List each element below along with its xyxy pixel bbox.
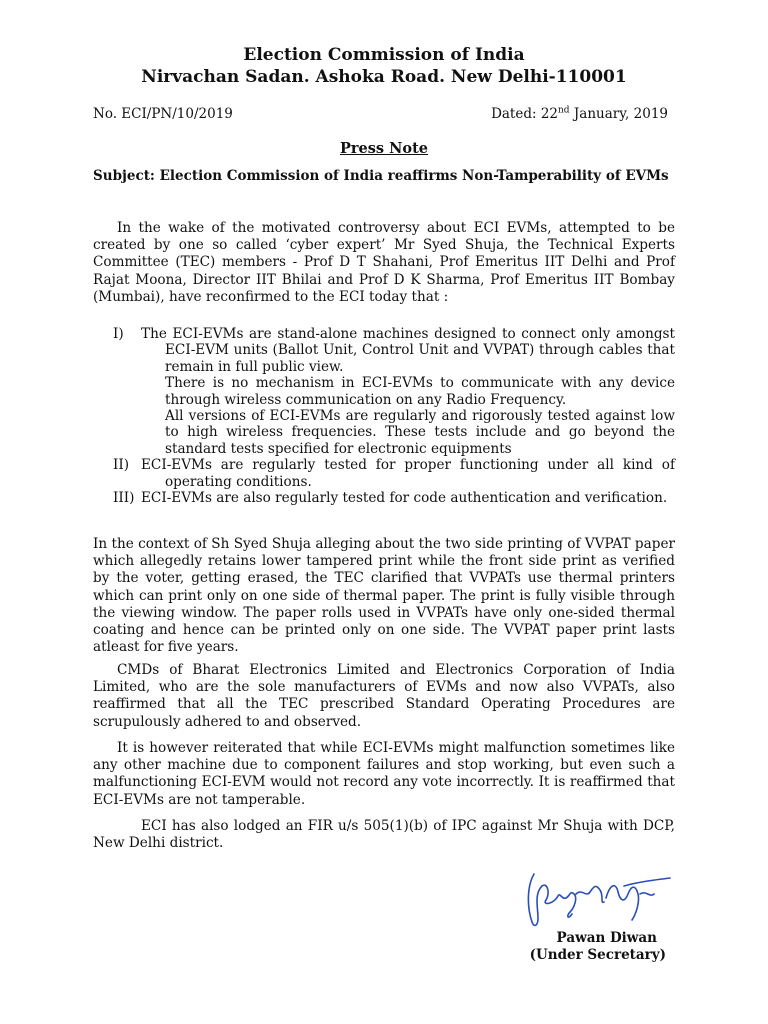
list-item (113, 457, 675, 490)
reference-number: No. ECI/PN/10/2019 (93, 106, 233, 122)
paragraph-reiteration: It is however reiterated that while ECI-EVMs might malfunction sometimes like any other machine due to component failures and stop working, but even such a malfunctioning ECI-EVM would not record any vote incorrectly. It is reaffirmed that ECI-EVMs are not tamperable. (93, 740, 675, 808)
list-item-text: ECI-EVMs are also regularly tested for code authentication and verification. (141, 490, 668, 507)
date-prefix: Dated: 22 (491, 106, 559, 122)
signatory-block (475, 930, 675, 964)
list-item (113, 326, 675, 457)
paragraph-vvpat: In the context of Sh Syed Shuja alleging about the two side printing of VVPAT paper which allegedly retains lower tampered print while the front side print as verified by the voter, getting erased, the TEC clarified that VVPATs use thermal printers which can print only on one side of thermal paper. The print is fully visible through the viewing window. The paper rolls used in VVPATs have only one-sided thermal coating and hence can be printed only on one side. The VVPAT paper print lasts atleast for five years. (93, 536, 675, 656)
paragraph-manufacturers: CMDs of Bharat Electronics Limited and Electronics Corporation of India Limited, who are the sole manufacturers of EVMs and now also VVPATs, also reaffirmed that all the TEC prescribed Standard Operating Procedures are scrupulously adhered to and observed. (93, 662, 675, 730)
header-organization: Election Commission of India (243, 45, 525, 65)
subject-line: Subject: Election Commission of India reaffirms Non-Tamperability of EVMs (93, 168, 669, 184)
findings-list (113, 326, 675, 506)
list-item-number: III) (113, 490, 135, 507)
list-item-text: All versions of ECI-EVMs are regularly and rigorously tested against low to high wireless frequencies. These tests include and go beyond the standard tests specified for electronic equipments (165, 408, 675, 457)
handwritten-signature (520, 864, 680, 934)
header-address: Nirvachan Sadan. Ashoka Road. New Delhi-110001 (141, 67, 627, 87)
list-item-number: I) (113, 326, 124, 342)
date-ordinal: nd (558, 105, 570, 116)
list-item-text: There is no mechanism in ECI-EVMs to communicate with any device through wireless communication on any Radio Frequency. (165, 375, 675, 408)
paragraph-intro: In the wake of the motivated controversy about ECI EVMs, attempted to be created by one so called ‘cyber expert’ Mr Syed Shuja, the Technical Experts Committee (TEC) members - Prof D T Shahani, Prof Emeritus IIT Delhi and Prof Rajat Moona, Director IIT Bhilai and Prof D K Sharma, Prof Emeritus IIT Bombay (Mumbai), have reconfirmed to the ECI today that : (93, 220, 675, 305)
signatory-designation: (Under Secretary) (529, 947, 666, 963)
date (491, 106, 668, 122)
list-item-text: The ECI-EVMs are stand-alone machines designed to connect only amongst ECI-EVM units (Ballot Unit, Control Unit and VVPAT) through cables that remain in full public view. (141, 326, 675, 375)
list-item-number: II) (113, 457, 130, 474)
date-rest: January, 2019 (569, 106, 668, 122)
document-title: Press Note (340, 140, 428, 157)
list-item (113, 490, 675, 506)
list-item-text: ECI-EVMs are regularly tested for proper functioning under all kind of operating conditions. (141, 457, 675, 490)
signatory-name: Pawan Diwan (556, 930, 657, 946)
paragraph-fir: ECI has also lodged an FIR u/s 505(1)(b) of IPC against Mr Shuja with DCP, New Delhi district. (93, 818, 675, 852)
press-note-page (93, 0, 675, 1024)
